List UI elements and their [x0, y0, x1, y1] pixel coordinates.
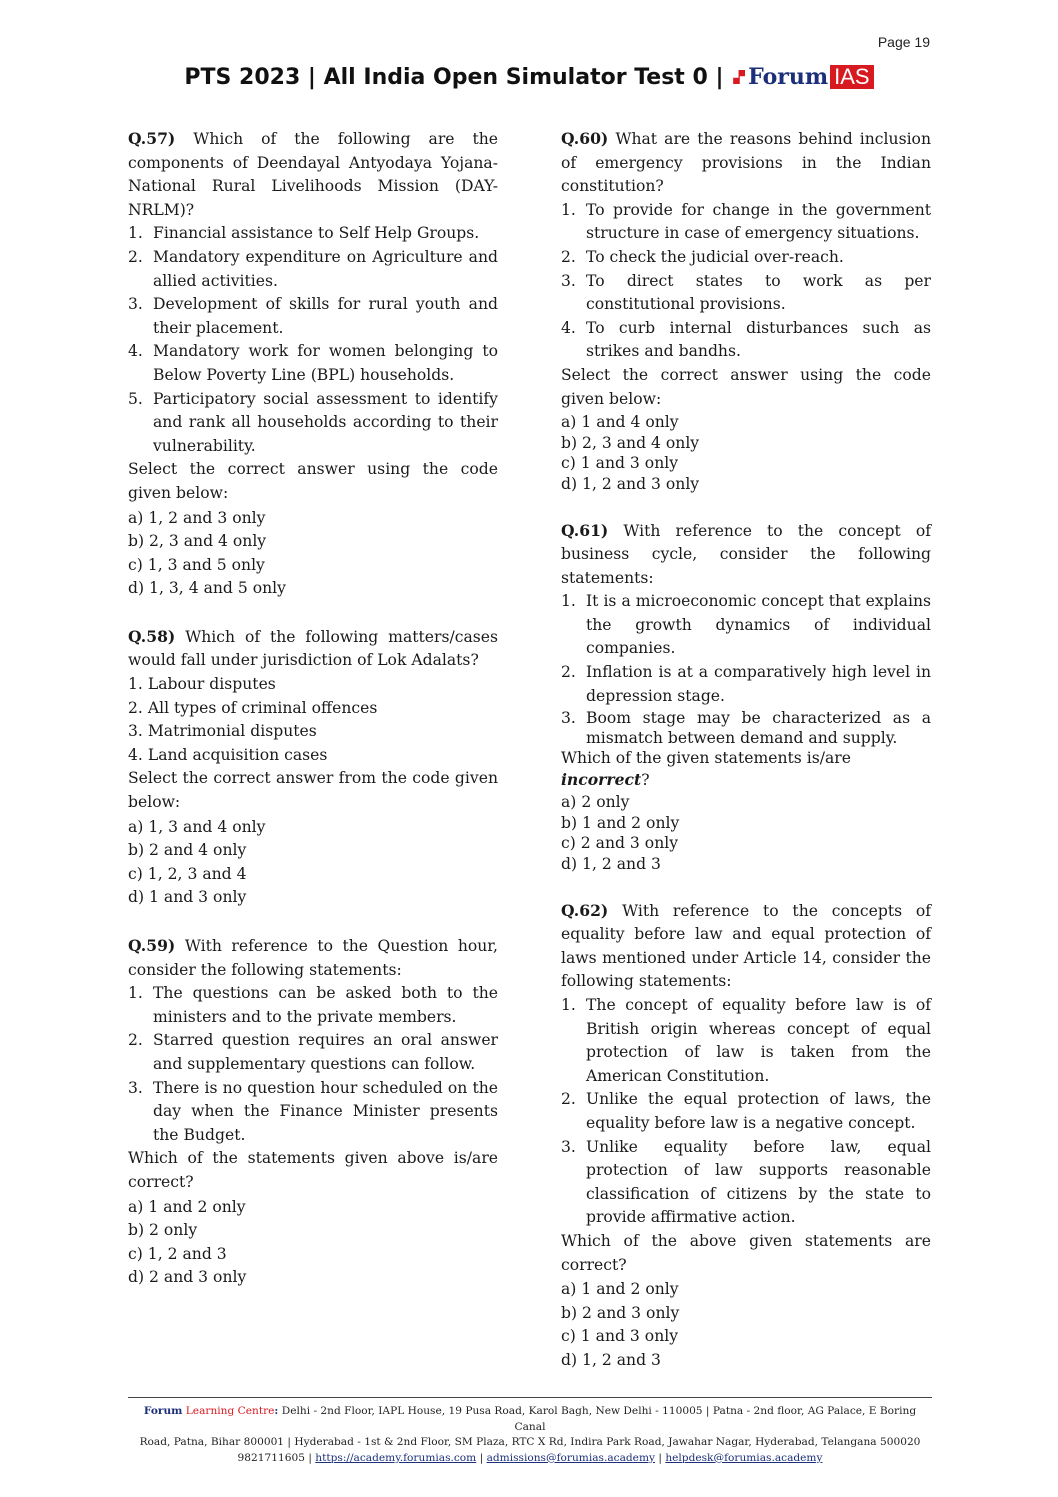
answer-option: c) 2 and 3 only	[561, 834, 679, 853]
answer-option: b) 2, 3 and 4 only	[561, 433, 700, 452]
statement: 2. Mandatory expenditure on Agriculture and allied activities.	[128, 247, 498, 290]
page-number: Page 19	[877, 34, 930, 50]
answer-option: c) 1, 2 and 3	[128, 1244, 227, 1263]
question-instruction: Which of the above given statements are correct?	[561, 1231, 931, 1274]
page-title: PTS 2023 | All India Open Simulator Test 0 |	[184, 65, 724, 90]
statement: 1. The questions can be asked both to the ministers and to the private members.	[128, 984, 498, 1026]
question-stem: Q.58) Which of the following matters/cases would fall under jurisdiction of Lok Adalats?	[128, 626, 498, 670]
statement: 4. To curb internal disturbances such as strikes and bandhs.	[561, 318, 931, 361]
footer-link-academy[interactable]: https://academy.forumias.com	[315, 1451, 477, 1464]
statement: 1. Labour disputes	[128, 675, 276, 694]
logo-arrow-icon	[733, 70, 745, 84]
statement: 2. Unlike the equal protection of laws, the equality before law is a negative concept.	[561, 1090, 931, 1132]
page-footer	[128, 1397, 932, 1466]
statement: 5. Participatory social assessment to identify and rank all households according to their vulnerability.	[128, 389, 498, 455]
answer-option: b) 2 and 3 only	[561, 1303, 680, 1322]
answer-option: b) 2 only	[128, 1221, 198, 1240]
statement: 4. Mandatory work for women belonging to Below Poverty Line (BPL) households.	[128, 342, 498, 384]
question-60	[561, 127, 931, 495]
question-instruction: Select the correct answer using the code given below:	[561, 365, 931, 408]
answer-option: b) 2 and 4 only	[128, 841, 247, 860]
statement: 3. Development of skills for rural youth and their placement.	[128, 295, 498, 337]
answer-option: d) 1, 2 and 3	[561, 855, 661, 874]
statement: 2. Starred question requires an oral answer and supplementary questions can follow.	[128, 1031, 498, 1073]
answer-option: c) 1, 3 and 5 only	[128, 555, 265, 574]
answer-option: d) 1, 2 and 3	[561, 1350, 661, 1369]
statement: 1. To provide for change in the government structure in case of emergency situations.	[561, 200, 931, 243]
answer-option: a) 1 and 2 only	[128, 1197, 246, 1216]
answer-option: b) 1 and 2 only	[561, 813, 680, 832]
statement: 3. Matrimonial disputes	[128, 722, 317, 741]
answer-option: d) 2 and 3 only	[128, 1268, 247, 1287]
question-instruction: Select the correct answer using the code given below:	[128, 460, 498, 502]
answer-option: d) 1 and 3 only	[128, 888, 247, 907]
footer-link-admissions[interactable]: admissions@forumias.academy	[486, 1451, 655, 1464]
question-stem: Q.57) Which of the following are the components of Deendayal Antyodaya Yojana-National Rural Livelihoods Mission (DAY-NRLM)?	[128, 129, 498, 219]
statement: 3. Boom stage may be characterized as a mismatch between demand and supply.	[561, 709, 931, 748]
statement: 1. The concept of equality before law is of British origin whereas concept of equal protection of law is taken from the American Constitution.	[561, 996, 931, 1085]
question-instruction: Which of the statements given above is/are correct?	[128, 1149, 498, 1191]
footer-brand-rest: Learning Centre	[185, 1405, 275, 1417]
question-stem: Q.60) What are the reasons behind inclusion of emergency provisions in the Indian constitution?	[561, 129, 931, 196]
question-61	[561, 519, 931, 875]
question-stem: Q.61) With reference to the concept of business cycle, consider the following statements:	[561, 520, 931, 587]
footer-contact-line: 9821711605 | https://academy.forumias.com | admissions@forumias.academy | helpdesk@forumias.academy	[237, 1451, 823, 1464]
statement: 2. Inflation is at a comparatively high level in depression stage.	[561, 663, 931, 705]
page-header	[0, 64, 1058, 90]
footer-address-line-2: Road, Patna, Bihar 800001 | Hyderabad - 1st & 2nd Floor, SM Plaza, RTC X Rd, Indira Park Road, Jawahar Nagar, Hyderabad, Telangana 500020	[139, 1436, 921, 1449]
answer-option: c) 1, 2, 3 and 4	[128, 864, 247, 883]
footer-phone: 9821711605	[237, 1451, 305, 1464]
answer-option: c) 1 and 3 only	[561, 454, 679, 473]
statement: 1. It is a microeconomic concept that explains the growth dynamics of individual companies.	[561, 592, 931, 658]
question-58	[128, 625, 498, 910]
statement: 1. Financial assistance to Self Help Groups.	[128, 224, 480, 243]
right-column	[561, 127, 931, 1397]
question-stem: Q.62) With reference to the concepts of equality before law and equal protection of laws mentioned under Article 14, consider the following statements:	[561, 900, 931, 991]
question-stem: Q.59) With reference to the Question hour, consider the following statements:	[128, 936, 498, 979]
forumias-logo: Forum IAS	[733, 64, 873, 90]
footer-brand-forum: Forum	[143, 1405, 183, 1417]
answer-option: a) 2 only	[561, 793, 630, 812]
statement: 2. All types of criminal offences	[128, 698, 378, 717]
question-57	[128, 127, 498, 601]
footer-address-line-1: Forum Learning Centre: Delhi - 2nd Floor, IAPL House, 19 Pusa Road, Karol Bagh, New Delhi - 110005 | Patna - 2nd floor, AG Palace, E Boring Canal	[143, 1405, 917, 1433]
answer-option: c) 1 and 3 only	[561, 1327, 679, 1346]
statement: 3. To direct states to work as per constitutional provisions.	[561, 271, 931, 314]
emphasis-incorrect: incorrect	[561, 770, 642, 790]
question-instruction: Select the correct answer from the code given below:	[128, 769, 498, 812]
statement: 3. There is no question hour scheduled on the day when the Finance Minister presents the Budget.	[128, 1078, 498, 1144]
statement: 3. Unlike equality before law, equal protection of law supports reasonable classification of citizens by the state to provide affirmative action.	[561, 1137, 931, 1227]
answer-option: d) 1, 2 and 3 only	[561, 474, 700, 493]
statement: 4. Land acquisition cases	[128, 745, 328, 764]
answer-option: a) 1 and 2 only	[561, 1280, 679, 1299]
answer-option: a) 1 and 4 only	[561, 413, 679, 432]
statement: 2. To check the judicial over-reach.	[561, 247, 844, 266]
footer-link-helpdesk[interactable]: helpdesk@forumias.academy	[665, 1451, 823, 1464]
answer-option: d) 1, 3, 4 and 5 only	[128, 579, 286, 598]
answer-option: b) 2, 3 and 4 only	[128, 532, 267, 551]
question-62	[561, 899, 931, 1373]
left-column	[128, 127, 498, 1314]
answer-option: a) 1, 2 and 3 only	[128, 508, 266, 527]
question-59	[128, 934, 498, 1290]
question-instruction: Which of the given statements is/are incorrect?	[561, 749, 851, 790]
answer-option: a) 1, 3 and 4 only	[128, 817, 266, 836]
